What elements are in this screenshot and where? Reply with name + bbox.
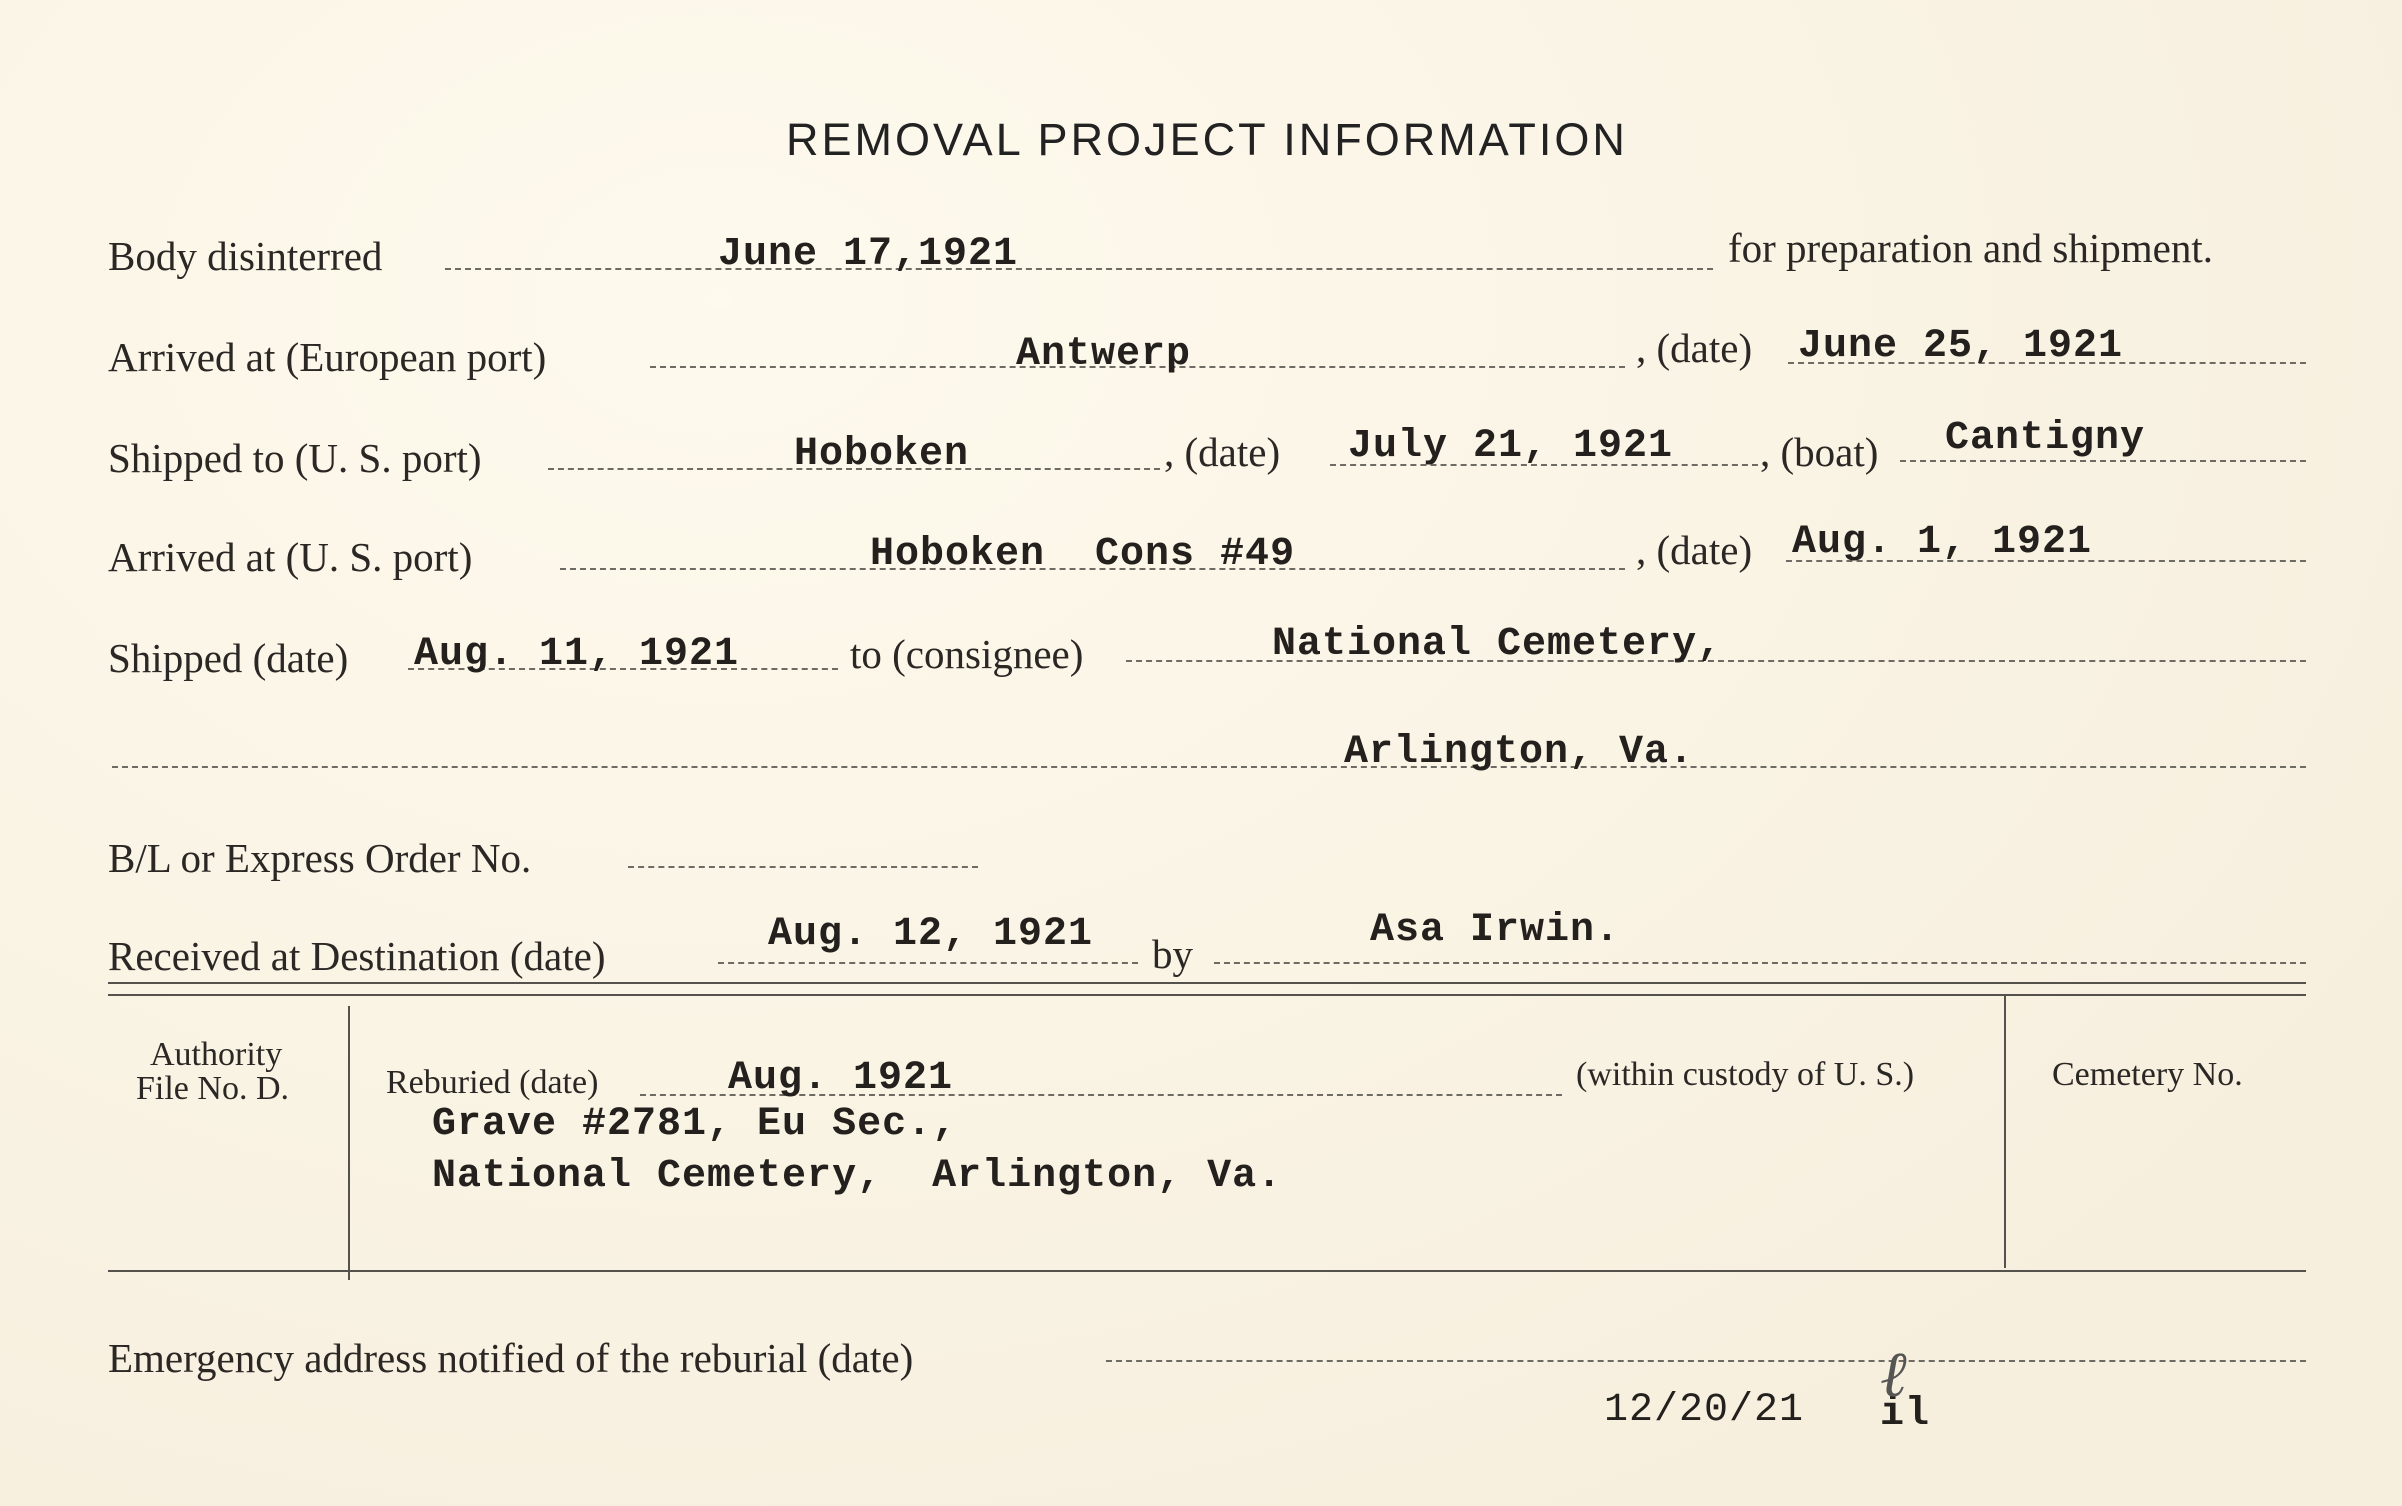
box-top-line-2 xyxy=(108,994,2306,996)
arrived-european-label: Arrived at (European port) xyxy=(108,334,547,380)
boat-label-text: (boat) xyxy=(1780,429,1879,475)
arrived-us-value: Hoboken Cons #49 xyxy=(870,532,1296,577)
emergency-line xyxy=(1106,1360,2306,1362)
date-label: (date) xyxy=(1184,429,1281,475)
bl-line xyxy=(628,866,978,868)
box-divider-left xyxy=(348,1006,350,1280)
cemetery-no-label: Cemetery No. xyxy=(2052,1056,2243,1093)
authority-label-2: File No. D. xyxy=(136,1070,289,1107)
shipped-us-date-value: July 21, 1921 xyxy=(1348,424,1674,469)
consignee-value: National Cemetery, xyxy=(1272,622,1723,667)
shipped-us-value: Hoboken xyxy=(794,432,970,477)
date-label: (date) xyxy=(1656,527,1753,573)
shipped-date-value: Aug. 11, 1921 xyxy=(414,632,740,677)
initials: il xyxy=(1880,1392,1931,1437)
consignee-line-2 xyxy=(112,766,2306,768)
consignee-label: to (consignee) xyxy=(850,631,1084,677)
body-disinterred-label: Body disinterred xyxy=(108,233,383,279)
custody-label: (within custody of U. S.) xyxy=(1576,1056,1915,1093)
boat-label: , (boat) xyxy=(1760,429,1879,475)
by-label: by xyxy=(1152,931,1193,977)
arrived-european-date-label: , (date) xyxy=(1636,325,1753,371)
bl-label: B/L or Express Order No. xyxy=(108,835,532,881)
box-top-line-1 xyxy=(108,982,2306,984)
reburied-label: Reburied (date) xyxy=(386,1064,599,1101)
received-date-value: Aug. 12, 1921 xyxy=(768,912,1094,957)
grave-line-2: National Cemetery, Arlington, Va. xyxy=(432,1154,1283,1199)
boat-value: Cantigny xyxy=(1945,416,2146,461)
handwritten-mark: ℓ xyxy=(1880,1338,1907,1412)
date-label: (date) xyxy=(1656,325,1753,371)
shipped-us-label: Shipped to (U. S. port) xyxy=(108,435,482,481)
arrived-european-date-value: June 25, 1921 xyxy=(1798,324,2124,369)
received-date-line xyxy=(718,962,1138,964)
grave-line-1: Grave #2781, Eu Sec., xyxy=(432,1102,958,1147)
emergency-label: Emergency address notified of the reburial (date) xyxy=(108,1335,914,1381)
body-disinterred-line xyxy=(445,268,1713,270)
arrived-us-date-label: , (date) xyxy=(1636,527,1753,573)
authority-label-1: Authority xyxy=(150,1036,283,1073)
arrived-us-label: Arrived at (U. S. port) xyxy=(108,534,473,580)
shipped-date-label: Shipped (date) xyxy=(108,635,349,681)
emergency-date: 12/20/21 xyxy=(1604,1388,1805,1433)
received-label: Received at Destination (date) xyxy=(108,933,606,979)
shipped-us-date-label: , (date) xyxy=(1164,429,1281,475)
for-preparation-label: for preparation and shipment. xyxy=(1728,225,2214,271)
form-title: REMOVAL PROJECT INFORMATION xyxy=(786,114,1628,165)
arrived-european-value: Antwerp xyxy=(1016,332,1192,377)
consignee-line2-value: Arlington, Va. xyxy=(1344,730,1695,775)
body-disinterred-value: June 17,1921 xyxy=(718,232,1019,277)
reburied-value: Aug. 1921 xyxy=(728,1056,954,1101)
box-bottom-line xyxy=(108,1270,2306,1272)
received-by-value: Asa Irwin. xyxy=(1370,908,1621,953)
received-by-line xyxy=(1214,962,2306,964)
box-divider-right xyxy=(2004,996,2006,1268)
arrived-us-date-value: Aug. 1, 1921 xyxy=(1792,520,2093,565)
